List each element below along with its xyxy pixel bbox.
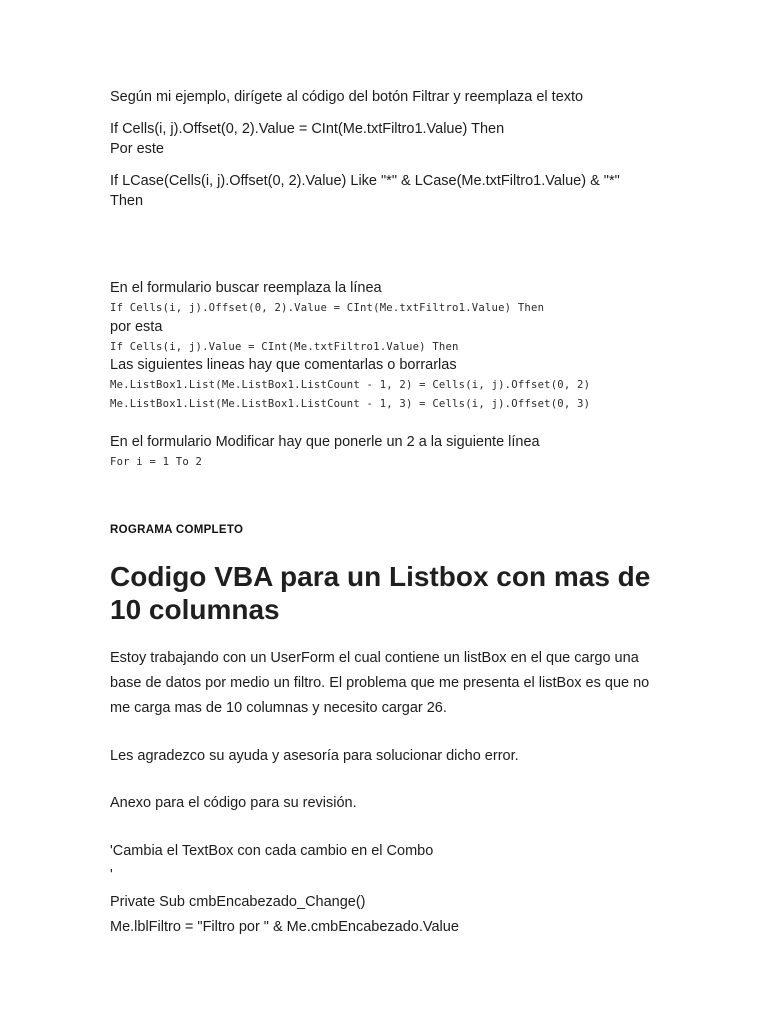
instruction-line-1: Según mi ejemplo, dirígete al código del botón Filtrar y reemplaza el texto	[110, 89, 584, 105]
body-paragraph-3: Anexo para el código para su revisión.	[110, 795, 357, 811]
code-line-3: Me.ListBox1.List(Me.ListBox1.ListCount - 1, 2) = Cells(i, j).Offset(0, 2)	[110, 379, 591, 391]
instruction-por-esta: por esta	[110, 319, 163, 335]
body-paragraph-2: Les agradezco su ayuda y asesoría para solucionar dicho error.	[110, 748, 519, 764]
code-replacement-then: Then	[110, 193, 144, 209]
body-code-sub: Private Sub cmbEncabezado_Change()	[110, 894, 366, 910]
code-line-5: For i = 1 To 2	[110, 456, 203, 468]
code-line-4: Me.ListBox1.List(Me.ListBox1.ListCount - 1, 3) = Cells(i, j).Offset(0, 3)	[110, 398, 591, 410]
instruction-line-por-este: Por este	[110, 141, 164, 157]
instruction-comentar: Las siguientes lineas hay que comentarlas o borrarlas	[110, 357, 457, 373]
body-code-assign: Me.lblFiltro = "Filtro por " & Me.cmbEncabezado.Value	[110, 919, 459, 935]
body-code-comment: 'Cambia el TextBox con cada cambio en el Combo	[110, 843, 434, 859]
section-label: ROGRAMA COMPLETO	[110, 524, 244, 536]
article-heading: Codigo VBA para un Listbox con mas de 10 columnas	[110, 561, 651, 625]
code-original-text: If Cells(i, j).Offset(0, 2).Value = CInt(Me.txtFiltro1.Value) Then	[110, 121, 505, 137]
instruction-modificar-form: En el formulario Modificar hay que ponerle un 2 a la siguiente línea	[110, 434, 540, 450]
body-paragraph-1: Estoy trabajando con un UserForm el cual contiene un listBox en el que cargo una base de datos por medio un filtro. El problema que me presenta el listBox es que no me carga mas de 10 columnas y necesito cargar 26.	[110, 650, 650, 716]
code-replacement-text: If LCase(Cells(i, j).Offset(0, 2).Value) Like "*" & LCase(Me.txtFiltro1.Value) & "*"	[110, 173, 620, 189]
body-code-apostrophe: '	[110, 867, 113, 883]
instruction-buscar-form: En el formulario buscar reemplaza la línea	[110, 280, 382, 296]
code-line-1: If Cells(i, j).Offset(0, 2).Value = CInt(Me.txtFiltro1.Value) Then	[110, 302, 545, 314]
code-line-2: If Cells(i, j).Value = CInt(Me.txtFiltro1.Value) Then	[110, 341, 459, 353]
